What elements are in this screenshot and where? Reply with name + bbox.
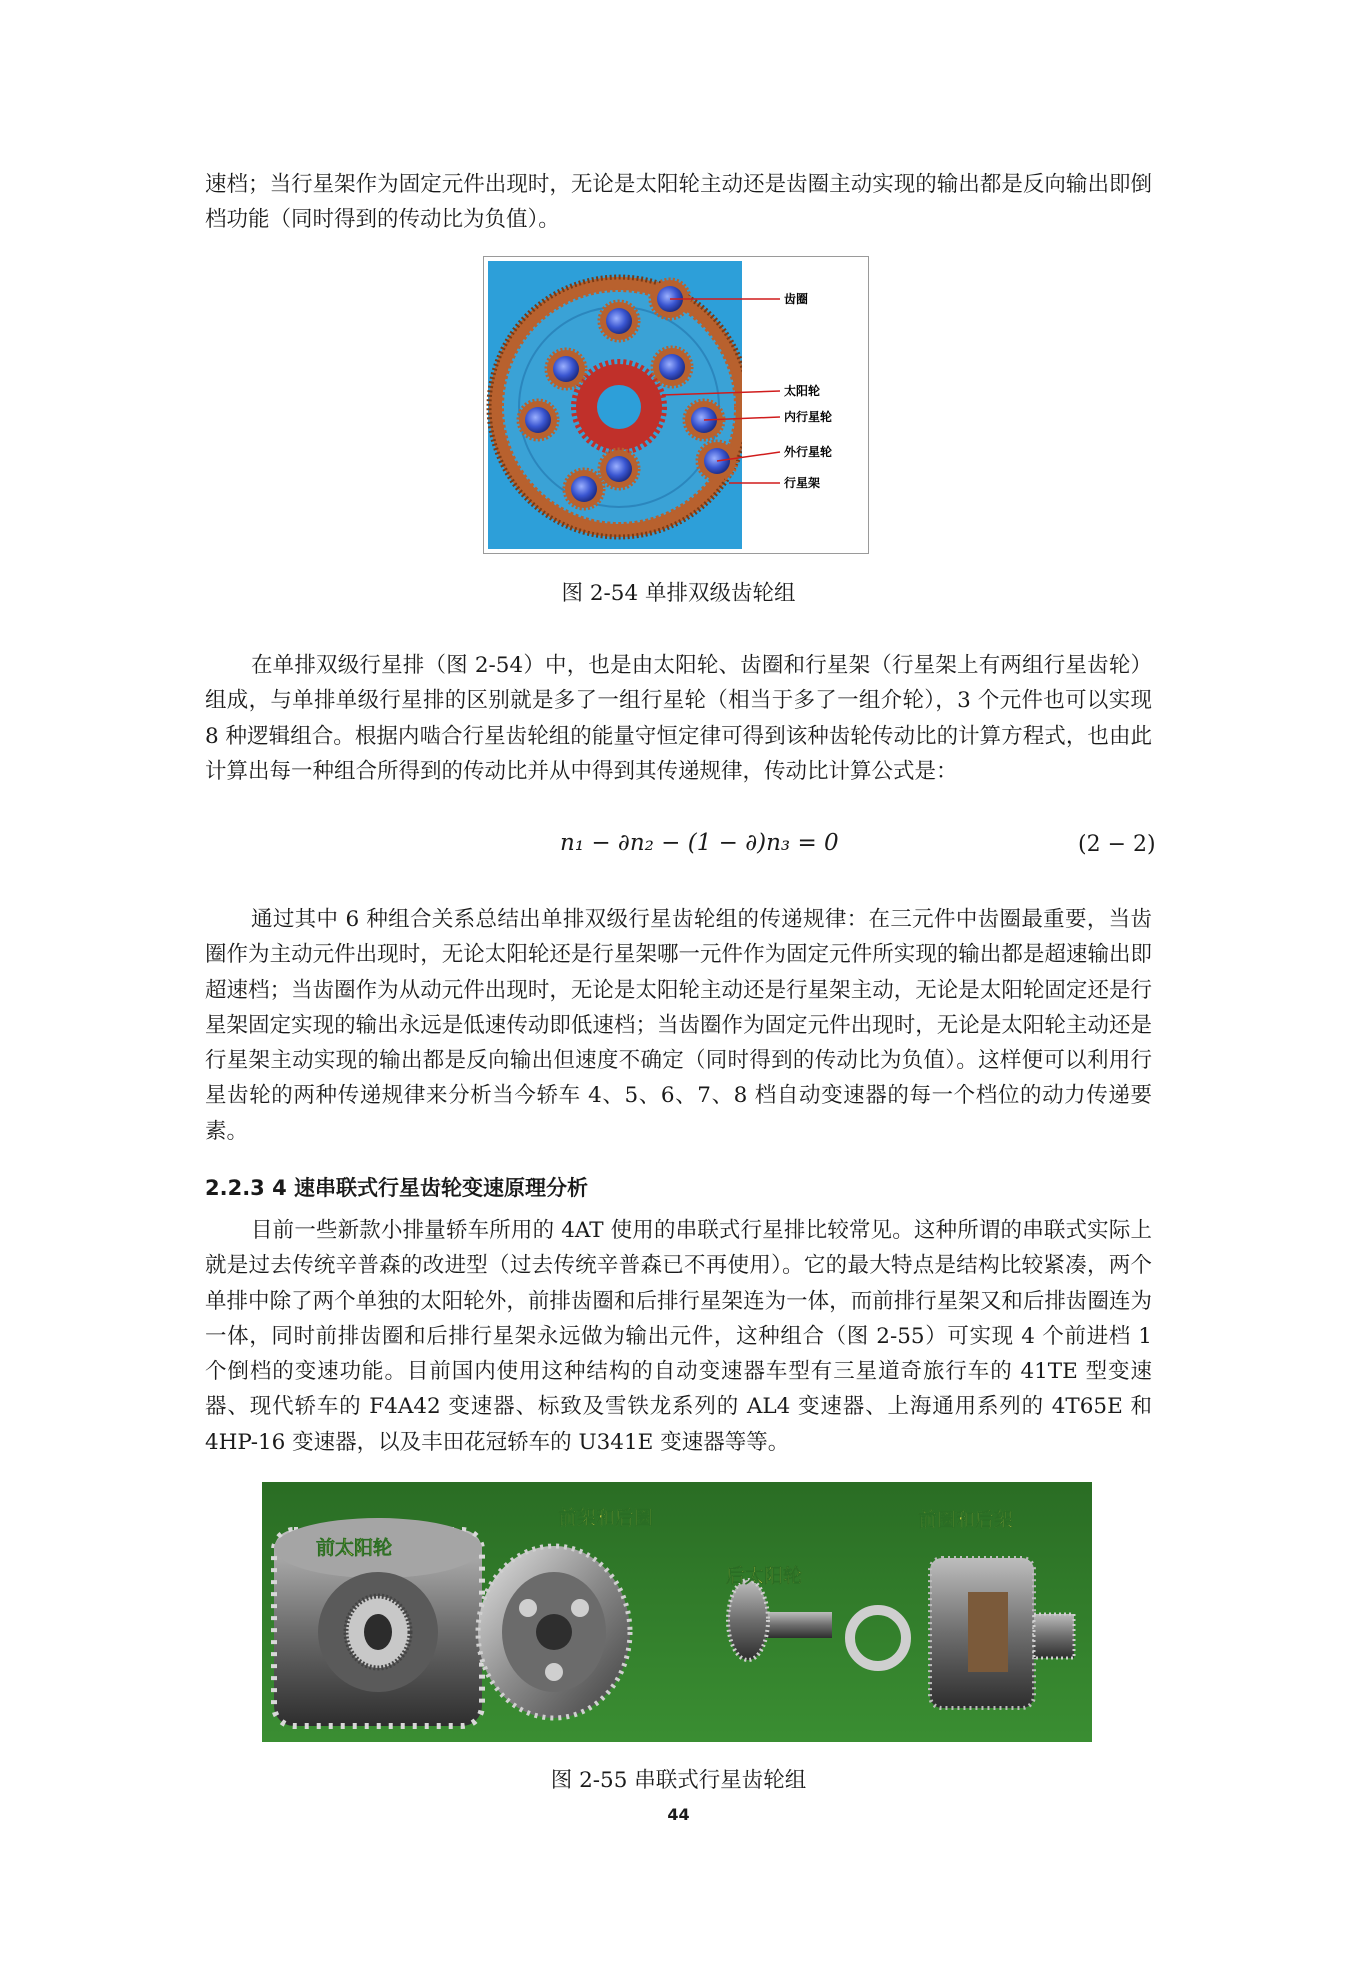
- figure-2-54: [483, 256, 869, 554]
- paragraph-2: 通过其中 6 种组合关系总结出单排双级行星齿轮组的传递规律：在三元件中齿圈最重要，当齿圈作为主动元件出现时，无论太阳轮还是行星架哪一元件作为固定元件所实现的输出都是超速输出即超速档；当齿圈作为从动元件出现时，无论是太阳轮主动还是行星架主动，无论是太阳轮固定还是行星架固定实现的输出永远是低速传动即低速档；当齿圈作为固定元件出现时，无论是太阳轮主动还是行星架主动实现的输出都是反向输出但速度不确定（同时得到的传动比为负值）。这样便可以利用行星齿轮的两种传递规律来分析当今轿车 4、5、6、7、8 档自动变速器的每一个档位的动力传递要素。: [205, 907, 1152, 1144]
- carrier-pin: [519, 1599, 537, 1617]
- paragraph-top: 速档；当行星架作为固定元件出现时，无论是太阳轮主动还是齿圈主动实现的输出都是反向输出即倒档功能（同时得到的传动比为负值）。: [205, 172, 1152, 233]
- output-shaft: [1034, 1614, 1074, 1658]
- label-front-carrier-rear-ring: 前架和后圈: [558, 1507, 654, 1529]
- planet-window: [968, 1592, 1008, 1672]
- inner-planet-hub: [525, 407, 551, 433]
- carrier-pin: [545, 1663, 563, 1681]
- outer-planet-hub: [571, 476, 597, 502]
- label-outer-planet: 外行星轮: [784, 445, 833, 459]
- formula-number: (2 − 2): [1078, 832, 1156, 857]
- sun-gear-bore: [364, 1614, 392, 1650]
- formula: n₁ − ∂n₂ − (1 − ∂)n₃ = 0: [560, 830, 839, 856]
- page-number: 44: [667, 1805, 690, 1824]
- inner-planet-hub: [659, 354, 685, 380]
- label-front-ring-rear-carrier: 前圈和后架: [918, 1509, 1014, 1531]
- paragraph-1: 在单排双级行星排（图 2-54）中，也是由太阳轮、齿圈和行星架（行星架上有两组行星齿轮）组成，与单排单级行星排的区别就是多了一组行星轮（相当于多了一组介轮），3 个元件也可以实现 8 种逻辑组合。根据内啮合行星齿轮组的能量守恒定律可得到该种齿轮传动比的计算方程式，也由此计算出每一种组合所得到的传动比并从中得到其传递规律，传动比计算公式是：: [205, 653, 1152, 784]
- series-planetary-gearset-photo: [262, 1482, 1092, 1742]
- label-sun-gear: 太阳轮: [784, 384, 821, 398]
- label-front-sun-gear: 前太阳轮: [316, 1537, 393, 1559]
- figure-2-55-caption: 图 2-55 串联式行星齿轮组: [550, 1768, 807, 1793]
- figure-2-55: [262, 1482, 1092, 1742]
- sun-gear-bore: [597, 385, 641, 429]
- inner-planet-hub: [606, 456, 632, 482]
- rear-sun-gear: [728, 1580, 768, 1660]
- label-rear-sun-gear: 后太阳轮: [726, 1565, 803, 1587]
- section-heading: 2.2.3 4 速串联式行星齿轮变速原理分析: [205, 1176, 589, 1200]
- figure-2-54-caption: 图 2-54 单排双级齿轮组: [561, 581, 796, 606]
- outer-planet-hub: [606, 308, 632, 334]
- carrier-hub: [536, 1614, 572, 1650]
- label-inner-planet: 内行星轮: [784, 410, 833, 424]
- label-carrier: 行星架: [784, 476, 821, 490]
- label-ring-gear: 齿圈: [784, 292, 809, 306]
- front-carrier-rear-ring: [478, 1546, 630, 1718]
- paragraph-3: 目前一些新款小排量轿车所用的 4AT 使用的串联式行星排比较常见。这种所谓的串联式实际上就是过去传统辛普森的改进型（过去传统辛普森已不再使用）。它的最大特点是结构比较紧凑，两个单排中除了两个单独的太阳轮外，前排齿圈和后排行星架连为一体，而前排行星架又和后排齿圈连为一体，同时前排齿圈和后排行星架永远做为输出元件，这种组合（图 2-55）可实现 4 个前进档 1 个倒档的变速功能。目前国内使用这种结构的自动变速器车型有三星道奇旅行车的 41TE 型变速器、现代轿车的 F4A42 变速器、标致及雪铁龙系列的 AL4 变速器、上海通用系列的 4T65E 和 4HP-16 变速器，以及丰田花冠轿车的 U341E 变速器等等。: [205, 1218, 1152, 1455]
- carrier-pin: [571, 1599, 589, 1617]
- double-pinion-gearset-diagram: [484, 257, 868, 553]
- inner-planet-hub: [553, 356, 579, 382]
